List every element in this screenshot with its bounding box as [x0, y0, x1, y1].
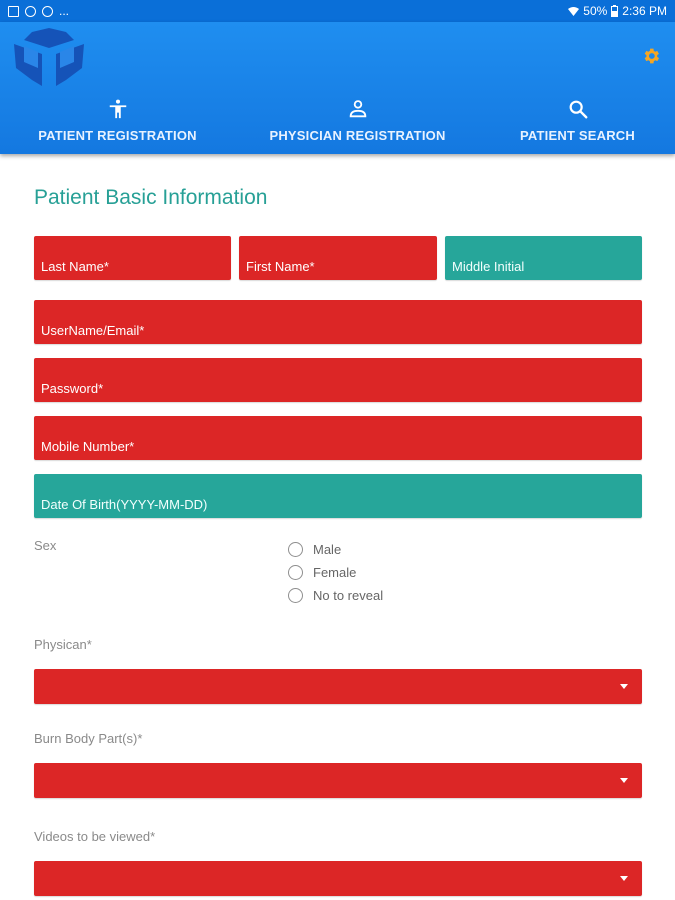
dropdown-arrow-icon [620, 876, 628, 881]
status-system [568, 4, 667, 18]
search-icon [567, 98, 589, 120]
username-email-input[interactable] [34, 300, 642, 344]
last-name-input[interactable] [34, 236, 231, 280]
sex-option-male[interactable] [288, 538, 383, 561]
radio-label: Female [313, 565, 357, 580]
date-of-birth-input[interactable] [34, 474, 642, 518]
status-notifications [8, 4, 69, 18]
burn-body-parts-dropdown[interactable] [34, 763, 642, 798]
cube-logo-icon [12, 28, 86, 90]
person-accessibility-icon [107, 98, 129, 120]
app-header [0, 22, 675, 154]
more-notifications-text: ... [59, 4, 70, 18]
physician-dropdown[interactable] [34, 669, 642, 704]
radio-button[interactable] [288, 565, 303, 580]
tab-patient-search[interactable] [480, 96, 675, 154]
tab-patient-registration[interactable] [0, 96, 235, 154]
tab-physician-registration[interactable] [235, 96, 480, 154]
person-outline-icon [347, 98, 369, 120]
radio-button[interactable] [288, 542, 303, 557]
tab-label: PATIENT SEARCH [520, 128, 635, 143]
status-bar [0, 0, 675, 22]
first-name-input[interactable] [239, 236, 437, 280]
gear-icon[interactable] [641, 46, 661, 66]
videos-dropdown[interactable] [34, 861, 642, 896]
form-title: Patient Basic Information [34, 186, 268, 209]
app-notification-icon [25, 6, 36, 17]
image-notification-icon [8, 6, 19, 17]
middle-initial-input[interactable] [445, 236, 642, 280]
tab-bar [0, 96, 675, 154]
burn-body-parts-label: Burn Body Part(s)* [34, 731, 143, 746]
videos-label: Videos to be viewed* [34, 829, 156, 844]
clock: 2:36 PM [622, 4, 667, 18]
dropdown-arrow-icon [620, 684, 628, 689]
radio-button[interactable] [288, 588, 303, 603]
dropdown-arrow-icon [620, 778, 628, 783]
wifi-icon [568, 6, 579, 17]
battery-icon [611, 5, 618, 17]
sex-option-female[interactable] [288, 561, 383, 584]
sync-notification-icon [42, 6, 53, 17]
radio-label: Male [313, 542, 342, 557]
sex-option-not-reveal[interactable] [288, 584, 383, 607]
mobile-number-input[interactable] [34, 416, 642, 460]
battery-level: 50% [583, 4, 608, 18]
sex-radio-group [288, 538, 383, 607]
tab-label: PATIENT REGISTRATION [38, 128, 197, 143]
radio-label: No to reveal [313, 588, 384, 603]
tab-label: PHYSICIAN REGISTRATION [269, 128, 446, 143]
sex-label: Sex [34, 538, 57, 553]
password-input[interactable] [34, 358, 642, 402]
physician-label: Physican* [34, 637, 92, 652]
